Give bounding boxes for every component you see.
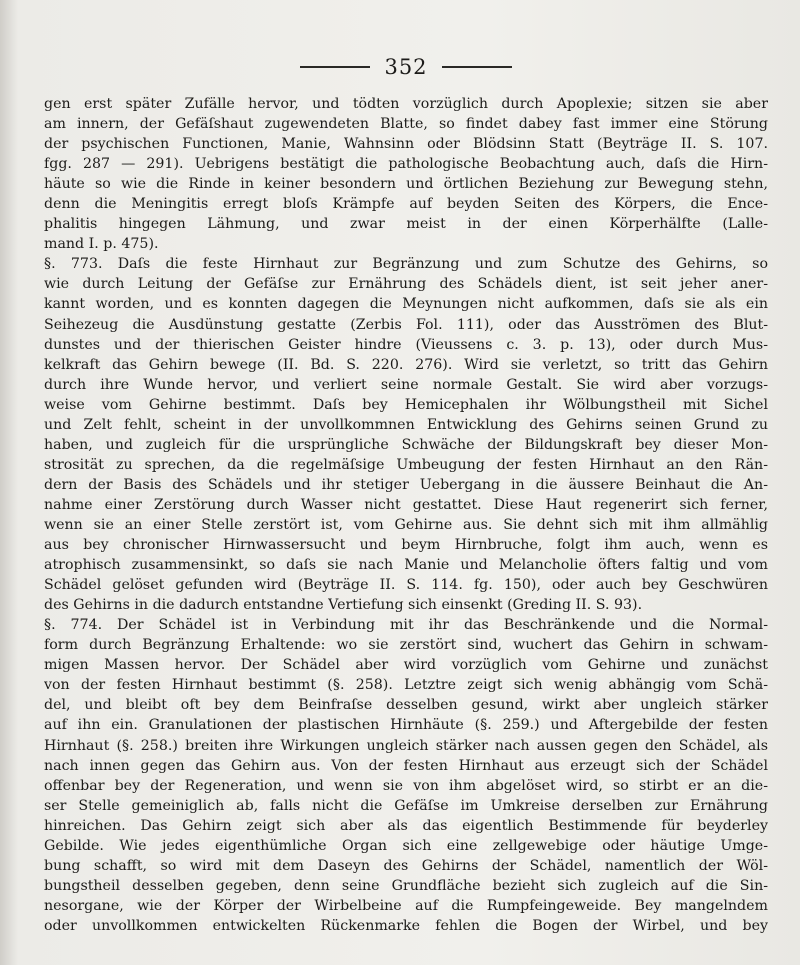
text-line: kannt worden, und es konnten dagegen die Meynungen nicht aufkommen, daſs sie als ein	[44, 296, 768, 313]
text-line: häute so wie die Rinde in keiner besondern und örtlichen Beziehung zur Bewegung stehn,	[44, 176, 768, 193]
text-line: und Zelt fehlt, scheint in der unvollkommnen Entwicklung des Gehirns seinen Grund zu	[44, 416, 768, 433]
text-line: aus bey chronischer Hirnwassersucht und beym Hirnbruche, folgt ihm auch, wenn es	[44, 537, 768, 554]
text-line: bung schafft, so wird mit dem Daseyn des Gehirns der Schädel, namentlich der Wöl-	[44, 857, 768, 874]
text-line: hinreichen. Das Gehirn zeigt sich aber als das eigentlich Bestimmende für beyderley	[44, 817, 768, 834]
text-line: denn die Meningitis erregt bloſs Krämpfe auf beyden Seiten des Körpers, die Ence-	[44, 196, 768, 213]
text-line: dunstes und der thierischen Geister hindre (Vieussens c. 3. p. 13), oder durch Mus-	[44, 336, 768, 353]
text-line: migen Massen hervor. Der Schädel aber wird vorzüglich vom Gehirne und zunächst	[44, 657, 768, 674]
header-rule-left	[300, 66, 370, 68]
text-line: offenbar bey der Regeneration, und wenn sie von ihm abgelöset wird, so stirbt er an die-	[44, 777, 768, 794]
text-line: Seihezeug die Ausdünstung gestatte (Zerbis Fol. 111), oder das Ausströmen des Blut-	[44, 316, 768, 333]
text-line: weise vom Gehirne bestimmt. Daſs bey Hemicephalen ihr Wölbungstheil mit Sichel	[44, 396, 768, 413]
text-line: durch ihre Wunde hervor, und verliert seine normale Gestalt. Sie wird aber vorzugs-	[44, 376, 768, 393]
text-line: haben, und zugleich für die ursprüngliche Schwäche der Bildungskraft bey dieser Mon-	[44, 436, 768, 453]
text-line: phalitis hingegen Lähmung, und zwar meist in der einen Körperhälfte (Lalle-	[44, 216, 768, 233]
text-line: atrophisch zusammensinkt, so daſs sie nach Manie und Melancholie öfters faltig und vom	[44, 557, 768, 574]
body-text	[44, 94, 768, 936]
text-line: §. 773. Daſs die feste Hirnhaut zur Begränzung und zum Schutze des Gehirns, so	[44, 256, 768, 273]
text-line: von der festen Hirnhaut bestimmt (§. 258). Letztre zeigt sich wenig abhängig vom Schä-	[44, 677, 768, 694]
text-line: Schädel gelöset gefunden wird (Beyträge II. S. 114. fg. 150), oder auch bey Geschwüren	[44, 577, 768, 594]
text-line: §. 774. Der Schädel ist in Verbindung mit ihr das Beschränkende und die Normal-	[44, 617, 768, 634]
text-line: mand I. p. 475).	[44, 236, 159, 253]
page-number: 352	[384, 55, 428, 79]
text-line: dern der Basis des Schädels und ihr stetiger Uebergang in die äussere Beinhaut die An-	[44, 476, 768, 493]
page-header	[44, 52, 768, 82]
text-line: strosität zu sprechen, da die regelmäſsige Umbeugung der festen Hirnhaut an den Rän-	[44, 456, 768, 473]
text-line: nahme einer Zerstörung durch Wasser nicht gestattet. Diese Haut regenerirt sich ferner,	[44, 496, 768, 513]
text-line: gen erst später Zufälle hervor, und tödten vorzüglich durch Apoplexie; sitzen sie aber	[44, 96, 768, 112]
text-line: wenn sie an einer Stelle zerstört ist, vom Gehirne aus. Sie dehnt sich mit ihm allmählig	[44, 516, 768, 533]
text-line: bungstheil desselben gegeben, denn seine Grundfläche bezieht sich zugleich auf die Sin-	[44, 877, 768, 894]
text-line: form durch Begränzung Erhaltende: wo sie zerstört sind, wuchert das Gehirn in schwam-	[44, 637, 768, 654]
text-line: nach innen gegen das Gehirn aus. Von der festen Hirnhaut aus erzeugt sich der Schädel	[44, 757, 768, 774]
text-line: del, und bleibt oft bey dem Beinfraſse desselben gesund, wirkt aber ungleich stärker	[44, 697, 768, 714]
text-line: am innern, der Gefäſshaut zugewendeten Blatte, so findet dabey fast immer eine Störung	[44, 116, 768, 133]
text-line: wie durch Leitung der Gefäſse zur Ernährung des Schädels dient, ist seit jeher aner-	[44, 276, 768, 293]
text-line: oder unvollkommen entwickelten Rückenmarke fehlen die Bogen der Wirbel, und bey	[44, 917, 768, 934]
text-line: ser Stelle gemeiniglich ab, falls nicht die Gefäſse im Umkreise derselben zur Ernährung	[44, 797, 768, 814]
text-line: Hirnhaut (§. 258.) breiten ihre Wirkungen ungleich stärker nach aussen gegen den Schädel, als	[44, 737, 768, 754]
text-line: nesorgane, wie der Körper der Wirbelbeine auf die Rumpfeingeweide. Bey mangelndem	[44, 897, 768, 914]
text-line: der psychischen Functionen, Manie, Wahnsinn oder Blödsinn Statt (Beyträge II. S. 107.	[44, 136, 768, 153]
text-line: Gebilde. Wie jedes eigenthümliche Organ sich eine zellgewebige oder häutige Umge-	[44, 837, 768, 854]
text-line: auf ihn ein. Granulationen der plastischen Hirnhäute (§. 259.) und Aftergebilde der festen	[44, 717, 768, 734]
text-line: fgg. 287 — 291). Uebrigens bestätigt die pathologische Beobachtung auch, daſs die Hirn-	[44, 156, 768, 173]
text-line: des Gehirns in die dadurch entstandne Vertiefung sich einsenkt (Greding II. S. 93).	[44, 597, 643, 614]
text-line: kelkraft das Gehirn bewege (II. Bd. S. 220. 276). Wird sie verletzt, so tritt das Gehirn	[44, 356, 768, 373]
header-rule-right	[442, 66, 512, 68]
